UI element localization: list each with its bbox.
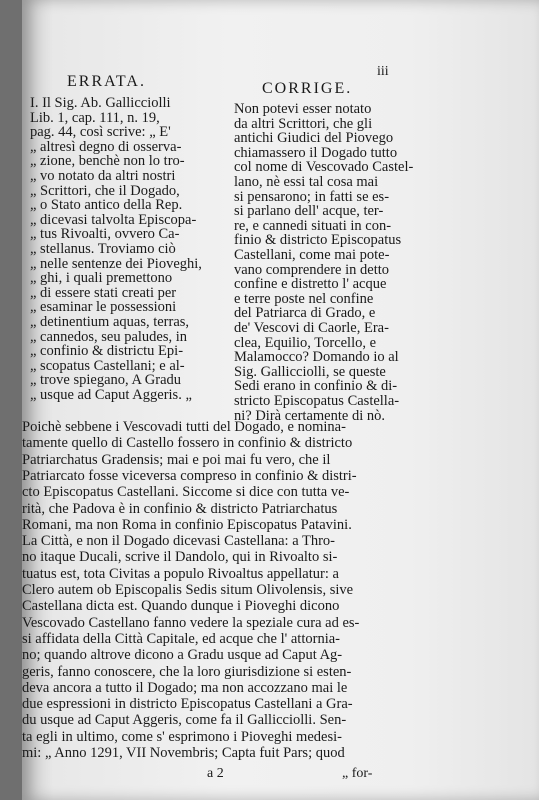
corrige-line: antichi Giudici del Piovego bbox=[234, 130, 394, 147]
corrige-line: stricto Episcopatus Castella- bbox=[234, 393, 400, 409]
text-line: du usque ad Caput Aggeris, come fa il Gallicciolli. Sen- bbox=[22, 712, 347, 729]
text-line: no; quando altrove dicono a Gradu usque ad Caput Ag- bbox=[22, 647, 343, 664]
errata-line: „ tus Rivoalti, ovvero Ca- bbox=[30, 226, 180, 243]
errata-line: „ altresì degno di osserva- bbox=[30, 138, 182, 155]
corrige-line: vano comprendere in detto bbox=[234, 261, 390, 278]
errata-line: „ esaminar le possessioni bbox=[30, 299, 177, 316]
text-line: ta egli in ultimo, come s' esprimono i Pioveghi medesi- bbox=[22, 728, 342, 745]
errata-line: „ scopatus Castellani; e al- bbox=[30, 357, 185, 374]
text-line: tuatus est, tota Civitas a populo Rivoaltus appellatur: a bbox=[22, 565, 339, 582]
corrige-line: chiamassero il Dogado tutto bbox=[234, 144, 398, 161]
errata-line: „ o Stato antico della Rep. bbox=[30, 197, 183, 214]
corrige-line: Non potevi esser notato bbox=[234, 101, 372, 117]
text-line: tamente quello di Castello fossero in confinio & districto bbox=[22, 435, 353, 452]
corrige-line: Sig. Gallicciolli, se queste bbox=[234, 363, 386, 380]
errata-line: I. Il Sig. Ab. Gallicciolli bbox=[30, 95, 171, 111]
errata-line: „ di essere stati creati per bbox=[30, 284, 177, 301]
text-line: Patriarcato fosse viceversa compreso in confinio & distri- bbox=[22, 467, 357, 484]
corrige-line: clea, Equilio, Torcello, e bbox=[234, 334, 377, 351]
errata-line: „ nelle sentenze dei Pioveghi, bbox=[30, 255, 202, 272]
errata-line: pag. 44, così scrive: „ E' bbox=[30, 124, 171, 141]
corrige-line: da altri Scrittori, che gli bbox=[234, 115, 373, 132]
text-line: geris, fanno conoscere, che la loro giurisdizione si esten- bbox=[22, 663, 352, 680]
text-line: cto Episcopatus Castellani. Siccome si dice con tutta ve- bbox=[22, 484, 350, 501]
errata-line: Lib. 1, cap. 111, n. 19, bbox=[30, 109, 160, 126]
corrige-line: confine e distretto l' acque bbox=[234, 276, 387, 293]
errata-line: „ vo notato da altri nostri bbox=[30, 168, 176, 184]
text-line: Castellana dicta est. Quando dunque i Pioveghi dicono bbox=[22, 598, 340, 615]
text-line: Poichè sebbene i Vescovadi tutti del Dogado, e nomina- bbox=[22, 419, 346, 435]
text-line: mi: „ Anno 1291, VII Novembris; Capta fuit Pars; quod bbox=[22, 745, 345, 761]
corrige-line: Castellani, come mai pote- bbox=[234, 247, 390, 263]
corrige-line: de' Vescovi di Caorle, Era- bbox=[234, 320, 389, 336]
errata-line: „ zione, benchè non lo tro- bbox=[30, 153, 185, 170]
corrige-line: ni? Dirà certamente di nò. bbox=[234, 407, 385, 424]
text-line: deva ancora a tutto il Dogado; ma non accozzano mai le bbox=[22, 679, 348, 696]
corrige-line: si pensarono; in fatti se es- bbox=[234, 188, 390, 205]
errata-line: „ dicevasi talvolta Episcopa- bbox=[30, 211, 197, 228]
book-page bbox=[22, 0, 539, 800]
corrige-line: re, e cannedi situati in con- bbox=[234, 217, 392, 234]
corrige-line: col nome di Vescovado Castel- bbox=[234, 159, 414, 176]
errata-line: „ detinentium aquas, terras, bbox=[30, 314, 190, 330]
errata-heading: ERRATA. bbox=[67, 73, 146, 90]
text-line: Clero autem ob Episcopalis Sedis situm Olivolensis, sive bbox=[22, 582, 354, 598]
corrige-line: si parlano dell' acque, ter- bbox=[234, 203, 384, 220]
text-line: si affidata della Città Capitale, ed acque che l' attornia- bbox=[22, 630, 340, 647]
text-line: Vescovado Castellano fanno vedere la speziale cura ad es- bbox=[22, 614, 360, 631]
corrige-heading: CORRIGE. bbox=[262, 80, 353, 97]
errata-line: „ cannedos, seu paludes, in bbox=[30, 328, 188, 345]
text-line: no itaque Ducali, scrive il Dandolo, qui in Rivoalto si- bbox=[22, 549, 338, 566]
corrige-line: e terre poste nel confine bbox=[234, 290, 374, 307]
text-line: rità, che Padova è in confinio & districto Patriarchatus bbox=[22, 500, 338, 517]
errata-line: „ trove spiegano, A Gradu bbox=[30, 372, 182, 389]
errata-line: „ Scrittori, che il Dogado, bbox=[30, 182, 180, 199]
text-line: Romani, ma non Roma in confinio Episcopatus Patavini. bbox=[22, 516, 352, 533]
errata-line: „ usque ad Caput Aggeris. „ bbox=[30, 387, 192, 403]
corrige-line: Malamocco? Domando io al bbox=[234, 349, 399, 366]
page-number: iii bbox=[377, 64, 389, 79]
corrige-line: finio & districto Episcopatus bbox=[234, 232, 402, 249]
signature-mark: a 2 bbox=[207, 766, 224, 781]
corrige-line: Sedi erano in confinio & di- bbox=[234, 378, 398, 395]
errata-line: „ stellanus. Troviamo ciò bbox=[30, 241, 176, 257]
text-line: La Città, e non il Dogado dicevasi Castellana: a Thro- bbox=[22, 533, 336, 550]
errata-line: „ confinio & districtu Epi- bbox=[30, 343, 184, 360]
text-line: Patriarchatus Gradensis; mai e poi mai fu vero, che il bbox=[22, 451, 331, 468]
errata-line: „ ghi, i quali premettono bbox=[30, 270, 173, 287]
corrige-line: lano, nè essi tal cosa mai bbox=[234, 174, 379, 190]
text-line: due espressioni in districto Episcopatus Castellani a Gra- bbox=[22, 696, 353, 713]
corrige-line: del Patriarca di Grado, e bbox=[234, 305, 376, 322]
catchword: „ for- bbox=[342, 766, 373, 781]
